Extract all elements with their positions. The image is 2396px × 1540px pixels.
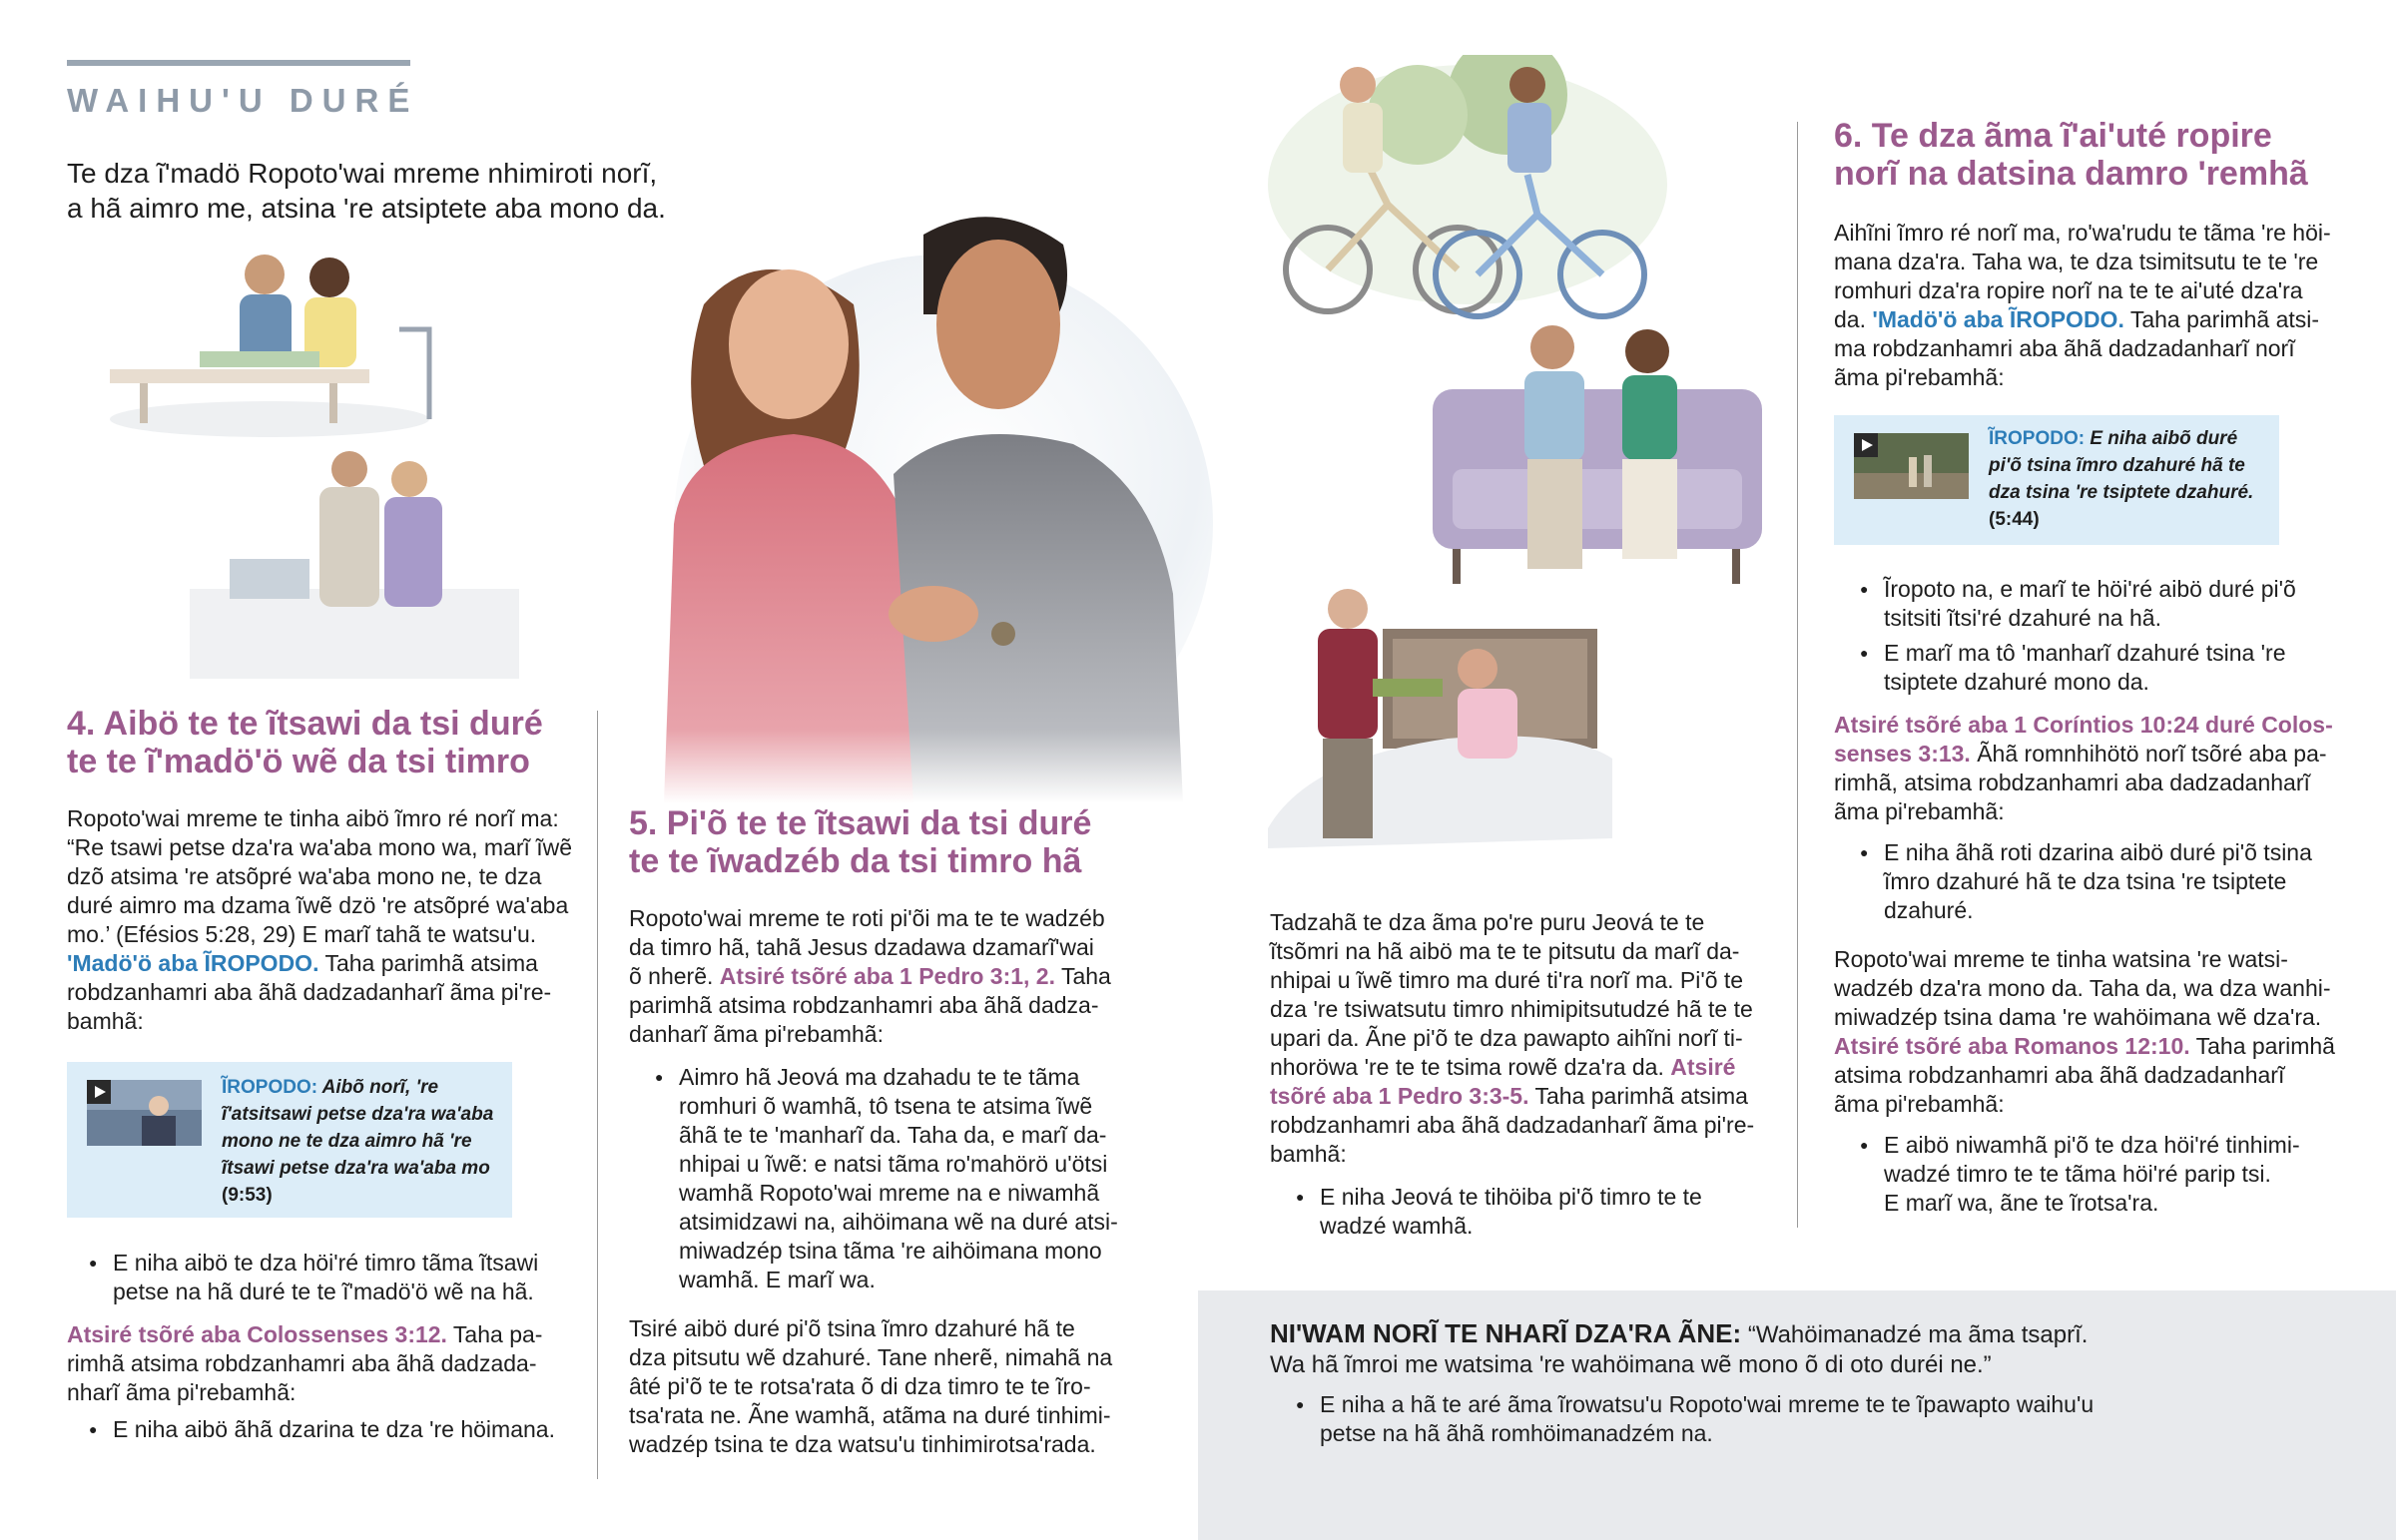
illustration-couple-sofa (1433, 319, 1772, 599)
others-say-box: NI'WAM NORĨ TE NHARĨ DZA'RA ÃNE: “Wahöimanadzé ma ãma tsaprĩ. Wa hã ĩmroi me watsima 're wahöimana wẽ mono õ di oto duréi ne.” ● E niha a hã te aré ãma ĩrowatsu'u Ropoto'wai mreme te te ĩpawapto waihu'u petse na hã ãhã romhöimanadzém na. (1198, 1290, 2396, 1540)
list-item: ● Ĩropoto na, e marĩ te höi'ré aibö duré pi'õ tsitsiti ĩtsi'ré dzahuré na hã. (1860, 575, 2353, 633)
page-title: WAIHU'U DURÉ (67, 82, 419, 119)
video-box-4[interactable] (67, 1062, 512, 1218)
video-title: ĨROPODO: Aibõ norĩ, 're ĩ'atsitsawi petse dza'ra wa'aba mono ne te dza aimro hã 're ĩtsawi petse dza'ra wa'aba mo (9:53) (222, 1077, 494, 1206)
section-6-heading: 6. Te dza ãma ĩ'ai'uté ropire norĩ na datsina damro 'remhã (1834, 117, 2308, 193)
list-item: ● E niha ãhã roti dzarina aibö duré pi'õ tsina ĩmro dzahuré hã te dza tsina 're tsiptete dzahuré. (1860, 838, 2353, 925)
scripture-ref[interactable]: Atsiré tsõré aba 1 Coríntios 10:24 duré Colos- (1834, 712, 2333, 738)
list-item: ● E niha Jeová te tihöiba pi'õ timro te te wadzé wamhã. (1296, 1183, 1779, 1241)
header-rule (67, 60, 410, 66)
divider-right (1797, 122, 1798, 1228)
section-5: 5. Pi'õ te te ĩtsawi da tsi duré te te ĩwadzéb da tsi timro hã Ropoto'wai mreme te roti pi'õi ma te te wadzéb da timro hã, tahã Jesus dzadawa dzamarĩ'wai õ nherẽ. Atsiré tsõré aba 1 Pedro 3:1, 2. Taha parimhã atsima robdzanhamri aba ãhã dadza- danharĩ ãma pi'rebamhã: ● Aimro hã Jeová ma dzahadu te te tãma romhuri õ wamhã, tô tsena te atsima ĩwẽ ãhã te te 'manharĩ da. Taha da, e marĩ da- nhipai u ĩwẽ: e natsi tãma ro'mahörö u'ötsi wamhã Ropoto'wai mreme na e niwamhã atsimidzawi na, aihöimana wẽ na duré atsi- miwadzép tsina tãma 're aihöimana mono wamhã. E marĩ wa. Tsiré aibö duré pi'õ tsina ĩmro dzahuré hã te dza pitsutu wẽ dzahuré. Tane nherẽ, nimahã na âté pi'õ te te rotsa'rata õ di dza timro te te ĩro- tsa'rata ne. Ãne wamhã, atãma na duré tinhimi- wadzép tsina te dza watsu'u tinhimirotsa'rada. (629, 804, 1188, 1459)
play-icon[interactable] (87, 1080, 111, 1104)
illustration-couple-cycling (1258, 55, 1677, 334)
scripture-ref[interactable]: Atsiré tsõré aba Romanos 12:10. (1834, 1033, 2190, 1059)
list-item: ● E niha a hã te aré ãma ĩrowatsu'u Ropoto'wai mreme te te ĩpawapto waihu'u petse na hã ãhã romhöimanadzém na. (1296, 1390, 2294, 1448)
scripture-ref[interactable]: tsõré aba 1 Pedro 3:3-5. (1270, 1083, 1529, 1109)
section-5-heading: 5. Pi'õ te te ĩtsawi da tsi duré te te ĩwadzéb da tsi timro hã (629, 804, 1092, 880)
list-item: ● E niha aibö ãhã dzarina te dza 're höimana. (89, 1415, 586, 1444)
illustration-caring-for-wife-in-bed (1268, 569, 1627, 858)
others-say-label: NI'WAM NORĨ TE NHARĨ DZA'RA ÃNE: (1270, 1318, 1742, 1348)
video-title: ĨROPODO: E niha aibõ duré pi'õ tsina ĩmro dzahuré hã te dza tsina 're tsiptete dzahuré. (5:44) (1989, 428, 2254, 530)
middle-text: Tadzahã te dza ãma po're puru Jeová te te ĩtsõmri na hã aibö ma te te pitsutu da marĩ da- nhipai u ĩwẽ timro ma duré ti'ra norĩ ma. Pi'õ te dza 're tsiwatsutu timro nhimipitsutudzé hã te te upari da. Ãne pi'õ te dza pawapto aihĩni norĩ ti- nhoröwa 're te te tsima rowẽ dza'ra da. Atsiré tsõré aba 1 Pedro 3:3-5. Taha parimhã atsima robdzanhamri aba ãhã dadzadanharĩ ãma pi're- bamhã: ● E niha Jeová te tihöiba pi'õ timro te te wadzé wamhã. (1270, 908, 1779, 1241)
list-item: ● E aibö niwamhã pi'õ te dza höi'ré tinhimi- wadzé timro te te tãma höi'ré parip tsi. E marĩ wa, ãne te ĩrotsa'ra. (1860, 1131, 2353, 1218)
intro: Te dza ĩ'madö Ropoto'wai mreme nhimiroti norĩ, a hã aimro me, atsina 're atsiptete aba mono da. (67, 158, 666, 224)
section-4-heading: 4. Aibö te te ĩtsawi da tsi duré te te ĩ'madö'ö wẽ da tsi timro (67, 705, 543, 780)
illustration-couple-holding-hands (594, 195, 1233, 803)
section-4-body: Ropoto'wai mreme te tinha aibö ĩmro ré norĩ ma: “Re tsawi petse dza'ra wa'aba mono wa, marĩ ĩwẽ dzõ atsima 're atsõpré wa'aba mono ne, te dza duré aimro ma dzama ĩwẽ dzö 're atsõpré wa'aba mo.’ (Efésios 5:28, 29) E marĩ tahã te watsu'u. 'Madö'ö aba ĨROPODO. Taha parimhã atsima robdzanhamri aba ãhã dadzadanharĩ ãma pi're- bamhã: (67, 805, 573, 1034)
section-4 (67, 705, 586, 1036)
section-6: 6. Te dza ãma ĩ'ai'uté ropire norĩ na datsina damro 'remhã Aihĩni ĩmro ré norĩ ma, ro'wa'rudu te tãma 're höi- mana dza'ra. Taha wa, te dza tsimitsutu te te 're romhuri dza'ra ropire norĩ na te te ai'uté dza'ra da. 'Madö'ö aba ĨROPODO. Taha parimhã atsi- ma robdzanhamri aba ãhã dadzadanharĩ norĩ ãma pi'rebamhã: (1834, 117, 2353, 392)
section-4-lower: ● E niha aibö te dza höi'ré timro tãma ĩtsawi petse na hã duré te te ĩ'madö'ö wẽ na hã. Atsiré tsõré aba Colossenses 3:12. Taha pa- rimhã atsima robdzanhamri aba ãhã dadzada- nharĩ ãma pi'rebamhã: ● E niha aibö ãhã dzarina te dza 're höimana. (67, 1249, 586, 1444)
divider-left (597, 711, 598, 1479)
video-box-6[interactable] (1834, 415, 2279, 545)
play-icon[interactable] (1854, 433, 1878, 457)
watch-video-link[interactable]: 'Madö'ö aba ĨROPODO. (1872, 306, 2124, 332)
watch-video-link[interactable]: 'Madö'ö aba ĨROPODO. (67, 950, 319, 976)
illustration-couple-dishes (190, 439, 519, 679)
list-item: ● E marĩ ma tô 'manharĩ dzahuré tsina 're tsiptete dzahuré mono da. (1860, 639, 2353, 697)
section-6-lower: ● Ĩropoto na, e marĩ te höi'ré aibö duré pi'õ tsitsiti ĩtsi'ré dzahuré na hã. ● E marĩ ma tô 'manharĩ dzahuré tsina 're tsiptete dzahuré mono da. Atsiré tsõré aba 1 Coríntios 10:24 duré Colos- senses 3:13. Ãhã romnhihötö norĩ tsõré aba pa- rimhã, atsima robdzanhamri aba dadzadanharĩ ãma pi'rebamhã: ● E niha ãhã roti dzarina aibö duré pi'õ tsina ĩmro dzahuré hã te dza tsina 're tsiptete dzahuré. Ropoto'wai mreme te tinha watsina 're watsi- wadzéb dza'ra mono da. Taha da, wa dza wanhi- miwadzép tsina dama 're wahöimana wẽ dza'ra. Atsiré tsõré aba Romanos 12:10. Taha parimhã atsima robdzanhamri aba ãhã dadzadanharĩ ãma pi'rebamhã: ● E aibö niwamhã pi'õ te dza höi'ré tinhimi- wadzé timro te te tãma höi'ré parip tsi. E marĩ wa, ãne te ĩrotsa'ra. (1834, 575, 2353, 1218)
list-item: ● Aimro hã Jeová ma dzahadu te te tãma romhuri õ wamhã, tô tsena te atsima ĩwẽ ãhã te te 'manharĩ da. Taha da, e marĩ da- nhipai u ĩwẽ: e natsi tãma ro'mahörö u'ötsi wamhã Ropoto'wai mreme na e niwamhã atsimidzawi na, aihöimana wẽ na duré atsi- miwadzép tsina tãma 're aihöimana mono wamhã. E marĩ wa. (655, 1063, 1188, 1294)
list-item: ● E niha aibö te dza höi'ré timro tãma ĩtsawi petse na hã duré te te ĩ'madö'ö wẽ na hã. (89, 1249, 586, 1306)
scripture-ref[interactable]: Atsiré tsõré aba 1 Pedro 3:1, 2. (719, 963, 1055, 989)
scripture-ref[interactable]: Atsiré tsõré aba Colossenses 3:12. (67, 1321, 447, 1347)
illustration-couple-studying (100, 240, 439, 439)
